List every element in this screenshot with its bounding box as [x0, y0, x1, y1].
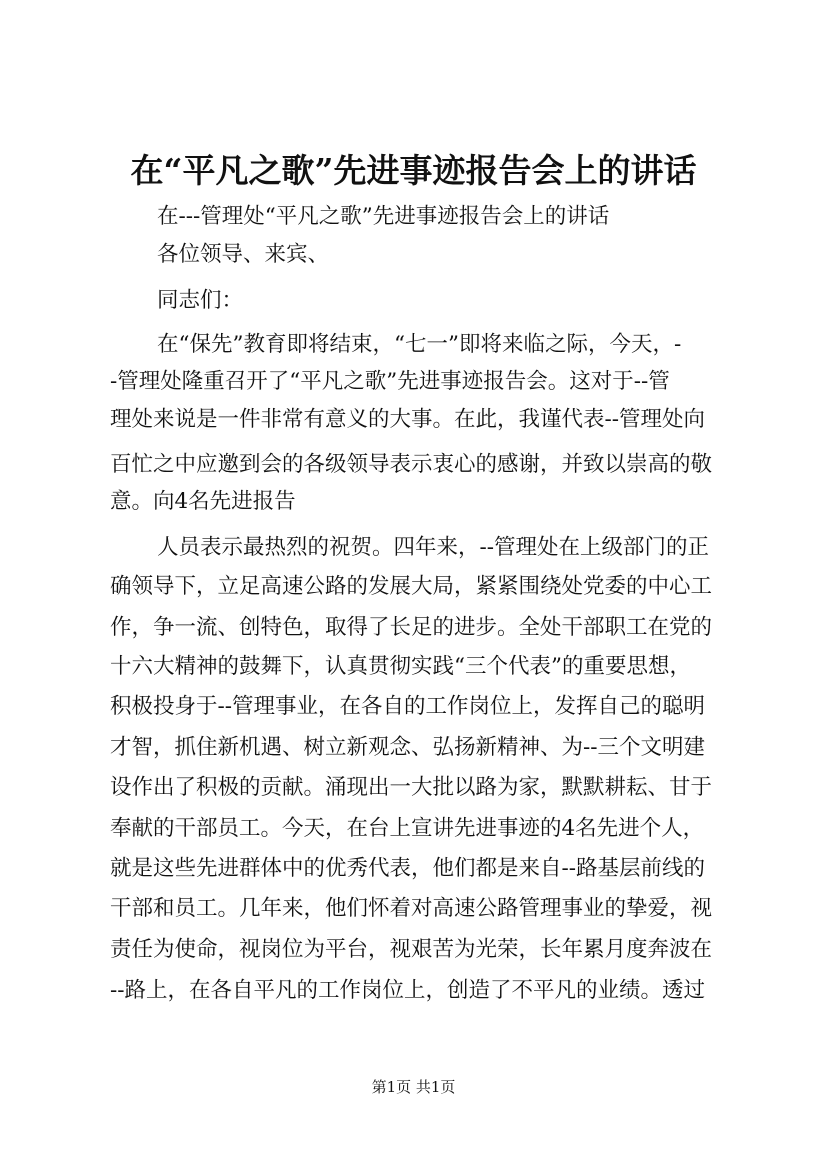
page-footer: 第1页 共1页: [371, 1078, 456, 1096]
paragraph-line: -管理处隆重召开了“平凡之歌”先进事迹报告会。这对于--管: [110, 369, 670, 394]
paragraph-line: 干部和员工。几年来，他们怀着对高速公路管理事业的挚爱，视: [110, 896, 713, 921]
paragraph-line: 才智，抓住新机遇、树立新观念、弘扬新精神、为--三个文明建: [110, 735, 706, 760]
paragraph-line: 人员表示最热烈的祝贺。四年来，--管理处在上级部门的正: [157, 535, 710, 560]
paragraph-line: 设作出了积极的贡献。涌现出一大批以路为家，默默耕耘、甘于: [110, 775, 713, 800]
paragraph-line: 意。向4名先进报告: [110, 489, 296, 514]
paragraph-line: 在“保先”教育即将结束，“七一”即将来临之际，今天，-: [157, 332, 682, 357]
paragraph-line: 确领导下，立足高速公路的发展大局，紧紧围绕处党委的中心工: [110, 574, 713, 599]
subtitle-line: 在---管理处“平凡之歌”先进事迹报告会上的讲话: [157, 204, 610, 229]
paragraph-line: 就是这些先进群体中的优秀代表，他们都是来自--路基层前线的: [110, 856, 706, 881]
document-title: 在“平凡之歌”先进事迹报告会上的讲话: [130, 151, 697, 190]
paragraph-line: 积极投身于--管理事业，在各自的工作岗位上，发挥自己的聪明: [110, 694, 706, 719]
paragraph-line: 作，争一流、创特色，取得了长足的进步。全处干部职工在党的: [110, 615, 713, 640]
salutation-line: 同志们：: [157, 288, 244, 313]
paragraph-line: --路上，在各自平凡的工作岗位上，创造了不平凡的业绩。透过: [110, 978, 706, 1003]
paragraph-line: 理处来说是一件非常有意义的大事。在此，我谨代表--管理处向: [110, 407, 706, 432]
paragraph-line: 责任为使命，视岗位为平台，视艰苦为光荣，长年累月度奔波在: [110, 937, 713, 962]
salutation-line: 各位领导、来宾、: [157, 242, 330, 267]
paragraph-line: 奉献的干部员工。今天，在台上宣讲先进事迹的4名先进个人，: [110, 816, 705, 841]
paragraph-line: 百忙之中应邀到会的各级领导表示衷心的感谢，并致以崇高的敬: [110, 452, 713, 477]
paragraph-line: 十六大精神的鼓舞下，认真贯彻实践“三个代表”的重要思想，: [110, 654, 691, 679]
